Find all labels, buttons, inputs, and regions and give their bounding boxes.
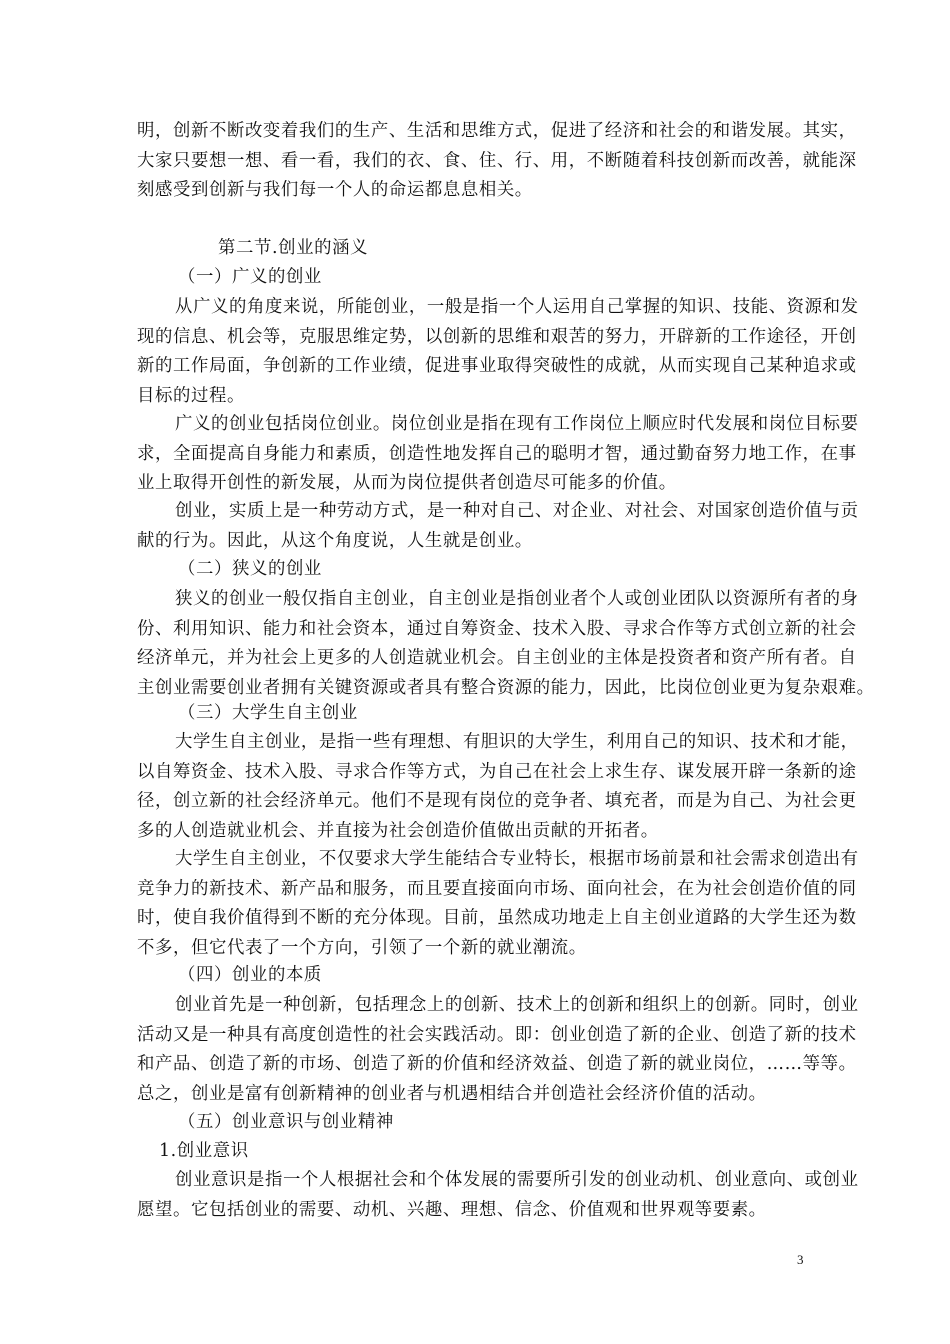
paragraph-awareness-definition: 创业意识是指一个人根据社会和个体发展的需要所引发的创业动机、创业意向、或创业 愿望。它包括创业的需要、动机、兴趣、理想、信念、价值观和世界观等要素。	[137, 1170, 859, 1220]
paragraph-post-entrepreneurship: 广义的创业包括岗位创业。岗位创业是指在现有工作岗位上顺应时代发展和岗位目标要 求，全面提高自身能力和素质，创造性地发挥自己的聪明才智，通过勤奋努力地工作，在事 业上取得开创性的新发展，从而为岗位提供者创造尽可能多的价值。	[137, 414, 859, 494]
page-number: 3	[797, 1252, 804, 1267]
paragraph-nature: 创业首先是一种创新，包括理念上的创新、技术上的创新和组织上的创新。同时，创业 活动又是一种具有高度创造性的社会实践活动。即：创业创造了新的企业、创造了新的技术 和产品、创造了新的市场、创造了新的价值和经济效益、创造了新的就业岗位，……等等。 总之，创业是富有创新精神的创业者与机遇相结合并创造社会经济价值的活动。	[137, 995, 859, 1104]
subheading-student-entrepreneurship: （三）大学生自主创业	[178, 703, 358, 723]
subheading-narrow-entrepreneurship: （二）狭义的创业	[178, 559, 322, 579]
paragraph-student-definition: 大学生自主创业，是指一些有理想、有胆识的大学生，利用自己的知识、技术和才能， 以自筹资金、技术入股、寻求合作等方式，为自己在社会上求生存、谋发展开辟一条新的途 径，创立新的社会经济单元。他们不是现有岗位的竞争者、填充者，而是为自己、为社会更 多的人创造就业机会、并直接为社会创造价值做出贡献的开拓者。	[137, 732, 859, 841]
paragraph-student-requirements: 大学生自主创业，不仅要求大学生能结合专业特长，根据市场前景和社会需求创造出有 竞争力的新技术、新产品和服务，而且要直接面向市场、面向社会，在为社会创造价值的同 时，使自我价值得到不断的充分体现。目前，虽然成功地走上自主创业道路的大学生还为数 不多，但它代表了一个方向，引领了一个新的就业潮流。	[137, 849, 859, 958]
paragraph-continuation: 明，创新不断改变着我们的生产、生活和思维方式，促进了经济和社会的和谐发展。其实， 大家只要想一想、看一看，我们的衣、食、住、行、用，不断随着科技创新而改善，就能深 刻感受到创新与我们每一个人的命运都息息相关。	[137, 121, 857, 201]
paragraph-narrow-definition: 狭义的创业一般仅指自主创业，自主创业是指创业者个人或创业团队以资源所有者的身 份、利用知识、能力和社会资本，通过自筹资金、技术入股、寻求合作等方式创立新的社会 经济单元，并为社会上更多的人创造就业机会。自主创业的主体是投资者和资产所有者。自 主创业需要创业者拥有关键资源或者具有整合资源的能力，因此，比岗位创业更为复杂艰难。	[137, 589, 875, 698]
paragraph-broad-definition: 从广义的角度来说，所能创业，一般是指一个人运用自己掌握的知识、技能、资源和发 现的信息、机会等，克服思维定势，以创新的思维和艰苦的努力，开辟新的工作途径，开创 新的工作局面，争创新的工作业绩，促进事业取得突破性的成就，从而实现自己某种追求或 目标的过程。	[137, 297, 859, 406]
subheading-awareness: 1.创业意识	[159, 1141, 249, 1161]
paragraph-essence-labor: 创业，实质上是一种劳动方式，是一种对自己、对企业、对社会、对国家创造价值与贡 献的行为。因此，从这个角度说，人生就是创业。	[137, 501, 859, 551]
subheading-broad-entrepreneurship: （一）广义的创业	[178, 267, 322, 287]
subheading-awareness-and-spirit: （五）创业意识与创业精神	[178, 1112, 394, 1132]
subheading-nature-of-entrepreneurship: （四）创业的本质	[178, 965, 322, 985]
section-title: 第二节.创业的涵义	[218, 238, 369, 258]
